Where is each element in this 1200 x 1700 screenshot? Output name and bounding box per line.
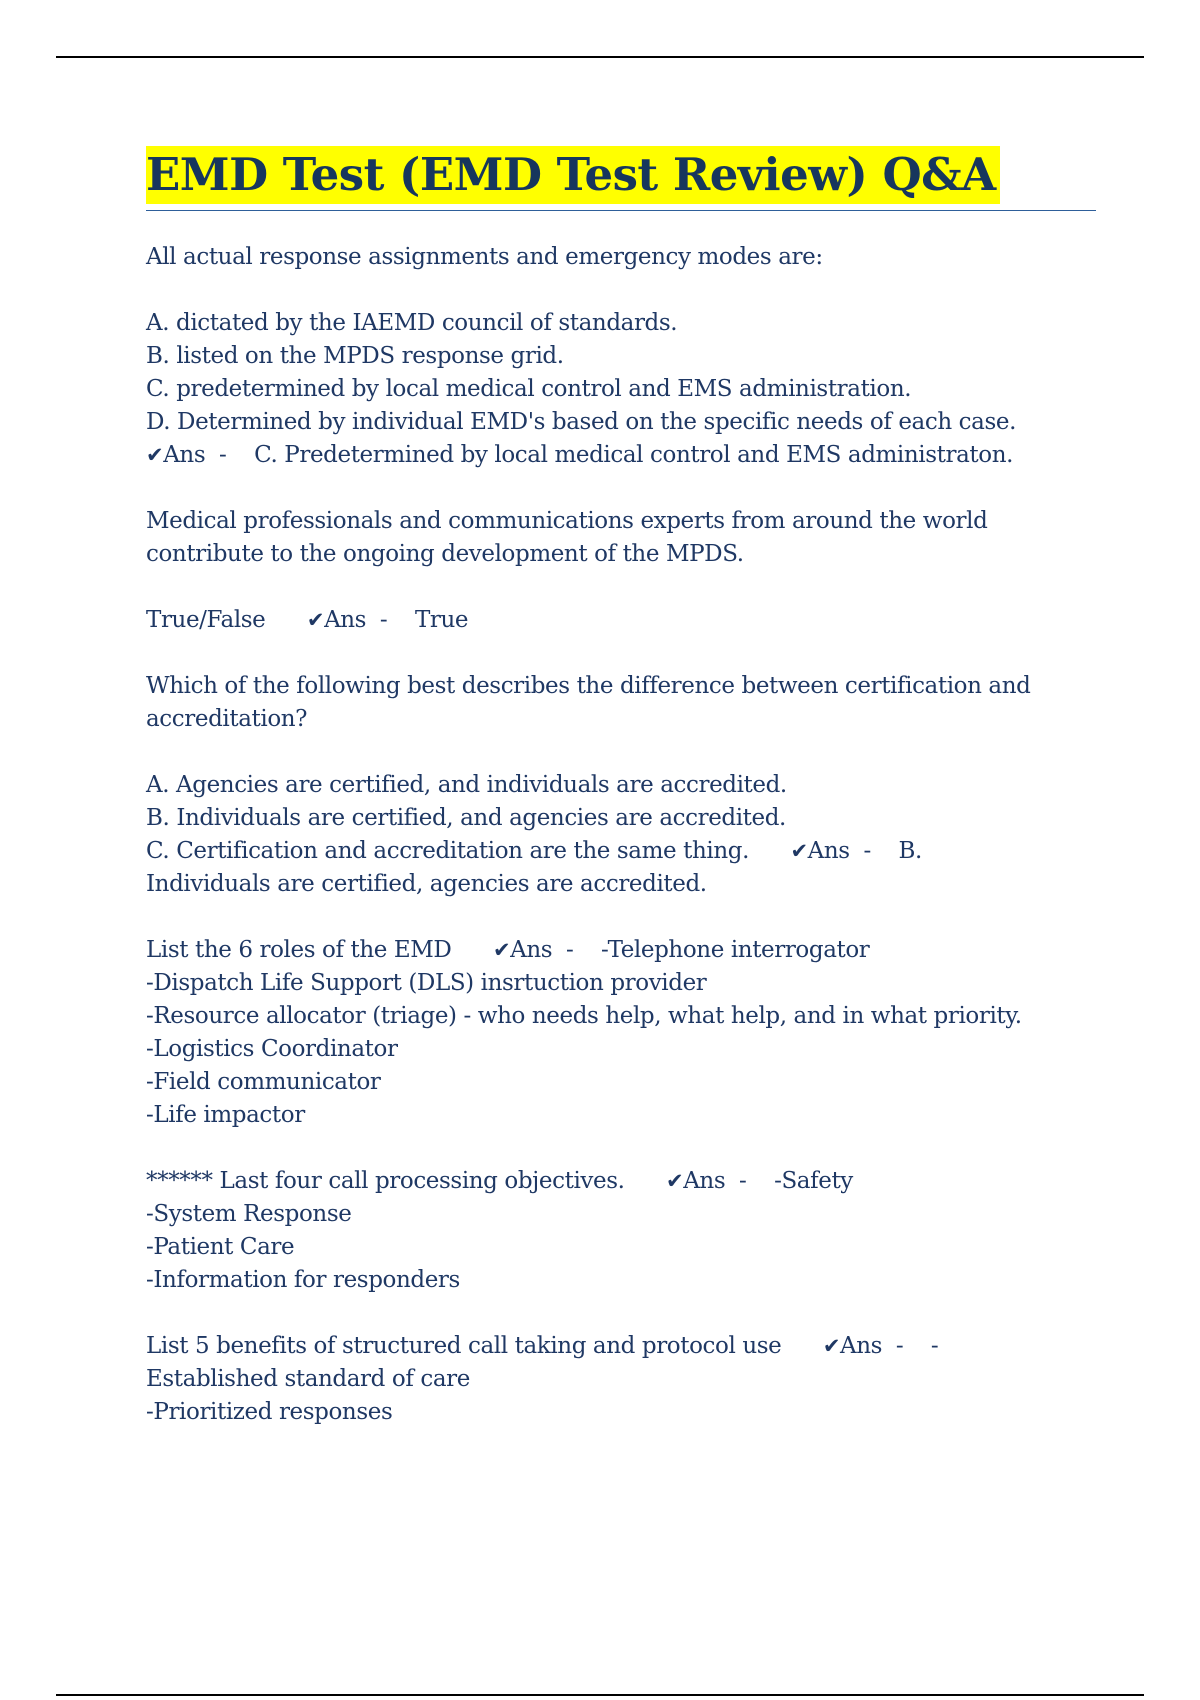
answer-list-item: -Dispatch Life Support (DLS) insrtuction provider [146, 970, 707, 996]
question-text: accreditation? [146, 706, 308, 732]
qa-item-2 [146, 505, 1096, 637]
answer-text: -Safety [774, 1168, 853, 1194]
answer-line: ****** Last four call processing objectives. ✔Ans - -Safety [146, 1168, 853, 1194]
option-c: C. Certification and accreditation are the same thing. [146, 838, 749, 864]
question-text: ****** Last four call processing objectives. [146, 1168, 625, 1194]
answer-list-item: -Logistics Coordinator [146, 1036, 398, 1062]
answer-list-item: -Information for responders [146, 1267, 460, 1293]
checkmark-icon: ✔ [666, 1169, 684, 1193]
answer-list-item: -Life impactor [146, 1102, 305, 1128]
document-body [146, 146, 1096, 1462]
question-text: List 5 benefits of structured call taking and protocol use [146, 1333, 782, 1359]
answer-text: - [930, 1333, 939, 1359]
answer-text: -Telephone interrogator [601, 937, 870, 963]
option-c: C. predetermined by local medical control and EMS administration. [146, 376, 912, 402]
page-bottom-rule [56, 1694, 1144, 1696]
answer-line: ✔Ans - C. Predetermined by local medical control and EMS administraton. [146, 442, 1014, 468]
ans-label: Ans [510, 937, 553, 963]
qa-item-3 [146, 670, 1096, 901]
prompt-text: True/False [146, 607, 266, 633]
ans-label: Ans [683, 1168, 726, 1194]
question-text: Which of the following best describes the difference between certification and [146, 673, 1031, 699]
answer-line: List 5 benefits of structured call taking and protocol use ✔Ans - - [146, 1333, 939, 1359]
question-text: contribute to the ongoing development of the MPDS. [146, 541, 744, 567]
ans-label: Ans [807, 838, 850, 864]
checkmark-icon: ✔ [306, 608, 325, 632]
answer-list-item: -Patient Care [146, 1234, 295, 1260]
answer-line: List the 6 roles of the EMD ✔Ans - -Telephone interrogator [146, 937, 870, 963]
option-b: B. Individuals are certified, and agencies are accredited. [146, 805, 786, 831]
answer-list-item: Established standard of care [146, 1366, 470, 1392]
answer-text: Individuals are certified, agencies are accredited. [146, 871, 707, 897]
qa-item-4 [146, 934, 1096, 1132]
checkmark-icon: ✔ [146, 443, 164, 467]
ans-label: Ans [324, 607, 367, 633]
checkmark-icon: ✔ [492, 938, 511, 962]
title-block [146, 146, 1096, 211]
answer-text: B. [898, 838, 922, 864]
qa-item-1 [146, 241, 1096, 472]
checkmark-icon: ✔ [822, 1334, 841, 1358]
question-text: List the 6 roles of the EMD [146, 937, 452, 963]
ans-label: Ans [840, 1333, 883, 1359]
question-text: All actual response assignments and emergency modes are: [146, 244, 823, 270]
page-title: EMD Test (EMD Test Review) Q&A [146, 146, 1000, 204]
answer-line: C. Certification and accreditation are the same thing. ✔Ans - B. [146, 838, 922, 864]
answer-list-item: -Prioritized responses [146, 1399, 393, 1425]
qa-item-6 [146, 1330, 1096, 1429]
answer-line: True/False ✔Ans - True [146, 607, 469, 633]
option-a: A. Agencies are certified, and individuals are accredited. [146, 772, 787, 798]
answer-list-item: -Resource allocator (triage) - who needs help, what help, and in what priority. [146, 1003, 1022, 1029]
answer-list-item: -Field communicator [146, 1069, 381, 1095]
page-top-rule [56, 56, 1144, 58]
answer-text: C. Predetermined by local medical control and EMS administraton. [254, 442, 1014, 468]
option-d: D. Determined by individual EMD's based on the specific needs of each case. [146, 409, 1016, 435]
checkmark-icon: ✔ [790, 839, 808, 863]
option-b: B. listed on the MPDS response grid. [146, 343, 564, 369]
qa-item-5 [146, 1165, 1096, 1297]
ans-label: Ans [163, 442, 206, 468]
question-text: Medical professionals and communications experts from around the world [146, 508, 988, 534]
answer-text: True [414, 607, 469, 633]
option-a: A. dictated by the IAEMD council of standards. [146, 310, 678, 336]
answer-list-item: -System Response [146, 1201, 352, 1227]
